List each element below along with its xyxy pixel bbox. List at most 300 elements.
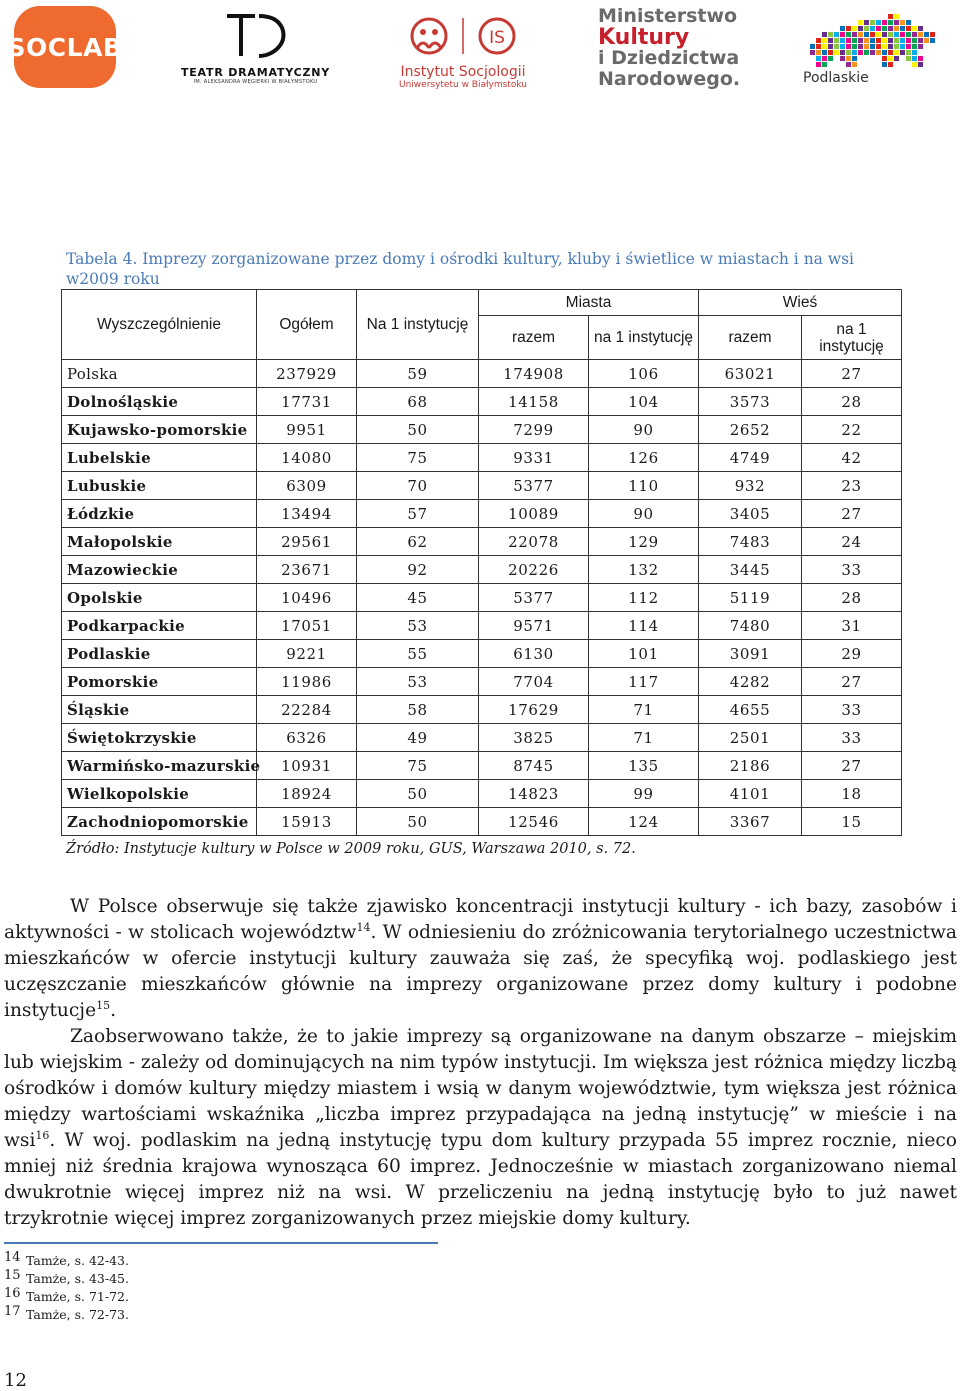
mosaic-tile: [840, 56, 845, 61]
mosaic-tile: [834, 38, 839, 43]
value-cell: 13494: [257, 500, 357, 528]
mosaic-tile: [852, 38, 857, 43]
region-name-cell: Opolskie: [62, 584, 257, 612]
mosaic-tile: [924, 32, 929, 37]
value-cell: 33: [802, 724, 902, 752]
mosaic-tile: [894, 26, 899, 31]
table-row: [62, 416, 902, 444]
mosaic-tile: [900, 38, 905, 43]
value-cell: 10931: [257, 752, 357, 780]
mosaic-tile: [900, 20, 905, 25]
mosaic-tile: [846, 62, 851, 67]
header-wies: Wieś: [699, 290, 902, 316]
mosaic-tile: [864, 20, 869, 25]
value-cell: 135: [589, 752, 699, 780]
value-cell: 126: [589, 444, 699, 472]
teatr-dramatyczny-logo: [178, 10, 333, 95]
mosaic-tile: [864, 44, 869, 49]
region-name-cell: Wielkopolskie: [62, 780, 257, 808]
mosaic-tile: [888, 20, 893, 25]
value-cell: 50: [357, 780, 479, 808]
mosaic-tile: [918, 56, 923, 61]
value-cell: 71: [589, 724, 699, 752]
value-cell: 5119: [699, 584, 802, 612]
mosaic-tile: [864, 32, 869, 37]
mosaic-tile: [828, 32, 833, 37]
value-cell: 7299: [479, 416, 589, 444]
events-table: [61, 289, 902, 836]
logo-bar: [0, 0, 960, 110]
mosaic-tile: [882, 44, 887, 49]
value-cell: 90: [589, 416, 699, 444]
mosaic-tile: [852, 32, 857, 37]
mosaic-tile: [906, 26, 911, 31]
value-cell: 33: [802, 696, 902, 724]
mosaic-tile: [882, 50, 887, 55]
mosaic-tile: [888, 50, 893, 55]
mosaic-tile: [906, 20, 911, 25]
mosaic-tile: [918, 62, 923, 67]
value-cell: 2501: [699, 724, 802, 752]
mosaic-tile: [840, 26, 845, 31]
mosaic-tile: [882, 56, 887, 61]
value-cell: 29561: [257, 528, 357, 556]
region-name-cell: Dolnośląskie: [62, 388, 257, 416]
value-cell: 5377: [479, 472, 589, 500]
mosaic-tile: [876, 38, 881, 43]
value-cell: 3091: [699, 640, 802, 668]
value-cell: 57: [357, 500, 479, 528]
value-cell: 4749: [699, 444, 802, 472]
value-cell: 14823: [479, 780, 589, 808]
value-cell: 53: [357, 612, 479, 640]
value-cell: 45: [357, 584, 479, 612]
region-name-cell: Kujawsko-pomorskie: [62, 416, 257, 444]
value-cell: 27: [802, 752, 902, 780]
value-cell: 112: [589, 584, 699, 612]
mosaic-tile: [834, 44, 839, 49]
region-name-cell: Świętokrzyskie: [62, 724, 257, 752]
table-row: [62, 640, 902, 668]
value-cell: 2186: [699, 752, 802, 780]
mosaic-tile: [894, 38, 899, 43]
mosaic-tile: [906, 56, 911, 61]
value-cell: 6130: [479, 640, 589, 668]
value-cell: 75: [357, 444, 479, 472]
mosaic-tile: [930, 32, 935, 37]
mosaic-tile: [822, 38, 827, 43]
value-cell: 29: [802, 640, 902, 668]
podlaskie-logo: [798, 12, 938, 92]
value-cell: 33: [802, 556, 902, 584]
teatr-name: TEATR DRAMATYCZNY: [180, 66, 331, 79]
value-cell: 114: [589, 612, 699, 640]
header-miasta: Miasta: [479, 290, 699, 316]
table-row: [62, 612, 902, 640]
mosaic-tile: [900, 26, 905, 31]
mosaic-tile: [912, 56, 917, 61]
value-cell: 23: [802, 472, 902, 500]
region-name-cell: Zachodniopomorskie: [62, 808, 257, 836]
header-miasta-na1: na 1 instytucję: [589, 316, 699, 360]
paragraph-1-text-a: W Polsce obserwuje się także zjawisko koncentracji instytucji kultury - ich bazy, zasobów i aktywności - w stolicach województw: [4, 896, 957, 943]
mosaic-tile: [816, 50, 821, 55]
footnote-ref-15: 15: [96, 998, 111, 1012]
value-cell: 22284: [257, 696, 357, 724]
mosaic-tile: [924, 38, 929, 43]
value-cell: 11986: [257, 668, 357, 696]
value-cell: 3405: [699, 500, 802, 528]
mosaic-tile: [888, 62, 893, 67]
region-name-cell: Podkarpackie: [62, 612, 257, 640]
value-cell: 9951: [257, 416, 357, 444]
mosaic-tile: [840, 50, 845, 55]
mosaic-tile: [876, 32, 881, 37]
mosaic-tile: [816, 56, 821, 61]
is-name: Instytut Socjologii: [400, 64, 526, 80]
mosaic-tile: [918, 32, 923, 37]
paragraph-1-text-b: . W odniesieniu do zróżnicowania terytorialnego uczestnictwa mieszkańców w ofercie instytucji kultury zauważa się zaś, że specyfiką woj. podlaskiego jest uczęszczanie mieszkańców głównie na imprezy organizowane przez domy kultury i podobne instytucje: [4, 922, 957, 1021]
footnote-text: Tamże, s. 71-72.: [26, 1289, 129, 1304]
mosaic-tile: [816, 44, 821, 49]
value-cell: 31: [802, 612, 902, 640]
region-name-cell: Łódzkie: [62, 500, 257, 528]
footnote-divider: [4, 1242, 438, 1244]
mosaic-tile: [876, 50, 881, 55]
mosaic-tile: [912, 38, 917, 43]
mosaic-tile: [870, 44, 875, 49]
mosaic-tile: [846, 44, 851, 49]
mosaic-tile: [852, 62, 857, 67]
value-cell: 6326: [257, 724, 357, 752]
mosaic-tile: [864, 26, 869, 31]
value-cell: 18924: [257, 780, 357, 808]
podlaskie-text: Podlaskie: [803, 70, 869, 86]
table-row: [62, 808, 902, 836]
value-cell: 27: [802, 500, 902, 528]
mosaic-tile: [912, 50, 917, 55]
value-cell: 6309: [257, 472, 357, 500]
mosaic-tile: [870, 20, 875, 25]
value-cell: 59: [357, 360, 479, 388]
header-miasta-razem: razem: [479, 316, 589, 360]
mosaic-tile: [870, 32, 875, 37]
mosaic-tile: [858, 32, 863, 37]
mosaic-tile: [840, 38, 845, 43]
body-text: [4, 894, 957, 1232]
page-number: 12: [4, 1370, 27, 1391]
footnote-number: 17: [4, 1304, 21, 1319]
value-cell: 10089: [479, 500, 589, 528]
header-wyszczegolnienie: Wyszczególnienie: [62, 290, 257, 360]
mosaic-tile: [876, 20, 881, 25]
mosaic-tile: [858, 44, 863, 49]
value-cell: 17629: [479, 696, 589, 724]
mosaic-tile: [846, 56, 851, 61]
mosaic-tile: [840, 32, 845, 37]
value-cell: 8745: [479, 752, 589, 780]
mosaic-tile: [828, 38, 833, 43]
value-cell: 92: [357, 556, 479, 584]
value-cell: 124: [589, 808, 699, 836]
value-cell: 5377: [479, 584, 589, 612]
header-na1: Na 1 instytucję: [357, 290, 479, 360]
mosaic-tile: [912, 26, 917, 31]
mkidn-line-2: Kultury: [598, 25, 690, 50]
value-cell: 14080: [257, 444, 357, 472]
table-body: [62, 360, 902, 836]
header-wies-razem: razem: [699, 316, 802, 360]
mosaic-tile: [894, 20, 899, 25]
mosaic-tile: [900, 44, 905, 49]
paragraph-2: [4, 1024, 957, 1232]
footnote-text: Tamże, s. 42-43.: [26, 1253, 129, 1268]
mosaic-tile: [882, 20, 887, 25]
soclab-logo: [7, 6, 123, 88]
mosaic-tile: [822, 50, 827, 55]
paragraph-2-text-a: Zaobserwowano także, że to jakie imprezy są organizowane na danym obszarze – miejskim lub wiejskim - zależy od dominujących na nim typów instytucji. Im większa jest różnica między liczbą ośrodków i domów kultury między miastem i wsią w danym województwie, tym większa jest różnica między wartościami wskaźnika „liczba imprez przypadająca na jedną instytucję” w mieście i na wsi: [4, 1026, 957, 1151]
footnote-ref-14: 14: [356, 920, 371, 934]
value-cell: 3445: [699, 556, 802, 584]
mosaic-tile: [900, 32, 905, 37]
mosaic-tile: [834, 50, 839, 55]
value-cell: 110: [589, 472, 699, 500]
value-cell: 63021: [699, 360, 802, 388]
region-name-cell: Mazowieckie: [62, 556, 257, 584]
value-cell: 15913: [257, 808, 357, 836]
value-cell: 17731: [257, 388, 357, 416]
footnote-number: 16: [4, 1286, 21, 1301]
value-cell: 2652: [699, 416, 802, 444]
footnotes: [4, 1252, 129, 1324]
mosaic-tile: [858, 38, 863, 43]
mosaic-tile: [828, 50, 833, 55]
table-row: [62, 444, 902, 472]
footnote-number: 14: [4, 1250, 21, 1265]
mosaic-tile: [888, 32, 893, 37]
mosaic-tile: [906, 32, 911, 37]
mosaic-tile: [918, 44, 923, 49]
value-cell: 50: [357, 808, 479, 836]
mosaic-tile: [888, 14, 893, 19]
value-cell: 28: [802, 388, 902, 416]
table-row: [62, 360, 902, 388]
table-row: [62, 780, 902, 808]
mosaic-tile: [816, 38, 821, 43]
teatr-subtitle: IM. ALEKSANDRA WĘGIERKI W BIAŁYMSTOKU: [193, 79, 318, 85]
value-cell: 4101: [699, 780, 802, 808]
mosaic-tile: [882, 32, 887, 37]
value-cell: 3825: [479, 724, 589, 752]
value-cell: 18: [802, 780, 902, 808]
value-cell: 7704: [479, 668, 589, 696]
mosaic-tile: [918, 38, 923, 43]
value-cell: 28: [802, 584, 902, 612]
table-row: [62, 724, 902, 752]
value-cell: 104: [589, 388, 699, 416]
table-row: [62, 388, 902, 416]
region-name-cell: Lubuskie: [62, 472, 257, 500]
soclab-logo-text: SOCLAB: [7, 32, 123, 62]
mosaic-tile: [822, 56, 827, 61]
value-cell: 17051: [257, 612, 357, 640]
mosaic-tile: [870, 38, 875, 43]
is-mark-text: IS: [489, 28, 505, 48]
value-cell: 117: [589, 668, 699, 696]
mosaic-tile: [870, 26, 875, 31]
table-row: [62, 556, 902, 584]
footnote-ref-16: 16: [35, 1128, 50, 1142]
value-cell: 55: [357, 640, 479, 668]
value-cell: 27: [802, 360, 902, 388]
value-cell: 20226: [479, 556, 589, 584]
mosaic-tile: [906, 38, 911, 43]
table-row: [62, 472, 902, 500]
mosaic-tile: [912, 44, 917, 49]
paragraph-1-text-c: .: [110, 1000, 116, 1021]
value-cell: 70: [357, 472, 479, 500]
mosaic-tile: [822, 44, 827, 49]
value-cell: 68: [357, 388, 479, 416]
region-name-cell: Warmińsko-mazurskie: [62, 752, 257, 780]
table-row: [62, 584, 902, 612]
mosaic-tile: [864, 50, 869, 55]
value-cell: 22078: [479, 528, 589, 556]
mosaic-tile: [864, 38, 869, 43]
mosaic-tile: [858, 20, 863, 25]
region-name-cell: Małopolskie: [62, 528, 257, 556]
value-cell: 106: [589, 360, 699, 388]
mosaic-tile: [846, 50, 851, 55]
value-cell: 10496: [257, 584, 357, 612]
mosaic-tile: [840, 44, 845, 49]
region-name-cell: Lubelskie: [62, 444, 257, 472]
table-row: [62, 528, 902, 556]
mkidn-line-1: Ministerstwo: [598, 5, 738, 27]
value-cell: 7480: [699, 612, 802, 640]
paragraph-2-text-b: . W woj. podlaskim na jedną instytucję typu dom kultury przypada 55 imprez rocznie, nieco mniej niż średnia krajowa wynosząca 60 imprez. Jednocześnie w miastach zorganizowano niemal dwukrotnie więcej imprez niż na wsi. W przeliczeniu na jedną instytucję było to już nawet trzykrotnie więcej imprez zorganizowanych przez miejskie domy kultury.: [4, 1130, 957, 1229]
value-cell: 932: [699, 472, 802, 500]
mosaic-tile: [870, 50, 875, 55]
value-cell: 4282: [699, 668, 802, 696]
value-cell: 3367: [699, 808, 802, 836]
mosaic-tile: [882, 38, 887, 43]
mosaic-tile: [846, 32, 851, 37]
table-row: [62, 696, 902, 724]
value-cell: 50: [357, 416, 479, 444]
mosaic-tile: [876, 26, 881, 31]
mosaic-tile: [852, 26, 857, 31]
value-cell: 75: [357, 752, 479, 780]
region-name-cell: Pomorskie: [62, 668, 257, 696]
mosaic-tile: [912, 62, 917, 67]
table-row: [62, 500, 902, 528]
mosaic-tile: [846, 26, 851, 31]
bison-mosaic-icon: [798, 12, 938, 72]
mosaic-tile: [852, 44, 857, 49]
mosaic-tile: [900, 50, 905, 55]
mosaic-tile: [846, 38, 851, 43]
table-row: [62, 752, 902, 780]
value-cell: 53: [357, 668, 479, 696]
value-cell: 24: [802, 528, 902, 556]
value-cell: 4655: [699, 696, 802, 724]
mosaic-tile: [828, 44, 833, 49]
is-subtitle: Uniwersytetu w Białymstoku: [399, 80, 527, 90]
mosaic-tile: [810, 50, 815, 55]
footnote-text: Tamże, s. 72-73.: [26, 1307, 129, 1322]
mosaic-tile: [858, 50, 863, 55]
mosaic-tile: [810, 44, 815, 49]
value-cell: 101: [589, 640, 699, 668]
teatr-mark-icon: [221, 10, 291, 60]
value-cell: 62: [357, 528, 479, 556]
mosaic-tile: [906, 44, 911, 49]
mosaic-tile: [894, 56, 899, 61]
value-cell: 49: [357, 724, 479, 752]
value-cell: 58: [357, 696, 479, 724]
value-cell: 9221: [257, 640, 357, 668]
mosaic-tile: [852, 50, 857, 55]
mosaic-tile: [888, 26, 893, 31]
value-cell: 23671: [257, 556, 357, 584]
mosaic-tile: [834, 32, 839, 37]
value-cell: 90: [589, 500, 699, 528]
is-mark-icon: [401, 14, 525, 58]
region-name-cell: Śląskie: [62, 696, 257, 724]
table-source: Źródło: Instytucje kultury w Polsce w 2009 roku, GUS, Warszawa 2010, s. 72.: [66, 841, 636, 857]
mkidn-line-4: Narodowego.: [598, 68, 741, 90]
header-ogolem: Ogółem: [257, 290, 357, 360]
footnote-text: Tamże, s. 43-45.: [26, 1271, 129, 1286]
mosaic-tile: [888, 44, 893, 49]
mosaic-tile: [822, 62, 827, 67]
value-cell: 129: [589, 528, 699, 556]
table-caption: Tabela 4. Imprezy zorganizowane przez domy i ośrodki kultury, kluby i świetlice w miastach i na wsi w2009 roku: [66, 250, 855, 288]
value-cell: 12546: [479, 808, 589, 836]
instytut-socjologii-logo: [398, 14, 528, 98]
value-cell: 14158: [479, 388, 589, 416]
mosaic-tile: [888, 56, 893, 61]
value-cell: 237929: [257, 360, 357, 388]
mosaic-tile: [894, 50, 899, 55]
mosaic-tile: [858, 26, 863, 31]
footnote-17: [4, 1306, 129, 1324]
mosaic-tile: [822, 32, 827, 37]
mosaic-tile: [882, 26, 887, 31]
value-cell: 22: [802, 416, 902, 444]
mosaic-tile: [906, 50, 911, 55]
mosaic-tile: [894, 32, 899, 37]
ministerstwo-kultury-logo: [598, 6, 758, 96]
value-cell: 71: [589, 696, 699, 724]
value-cell: 99: [589, 780, 699, 808]
value-cell: 15: [802, 808, 902, 836]
mosaic-tile: [912, 32, 917, 37]
header-wies-na1: na 1 instytucję: [802, 316, 902, 360]
value-cell: 42: [802, 444, 902, 472]
value-cell: 3573: [699, 388, 802, 416]
value-cell: 132: [589, 556, 699, 584]
mosaic-tile: [882, 62, 887, 67]
value-cell: 9571: [479, 612, 589, 640]
value-cell: 9331: [479, 444, 589, 472]
mosaic-tile: [852, 56, 857, 61]
mosaic-tile: [930, 38, 935, 43]
footnote-number: 15: [4, 1268, 21, 1283]
region-name-cell: Podlaskie: [62, 640, 257, 668]
value-cell: 7483: [699, 528, 802, 556]
